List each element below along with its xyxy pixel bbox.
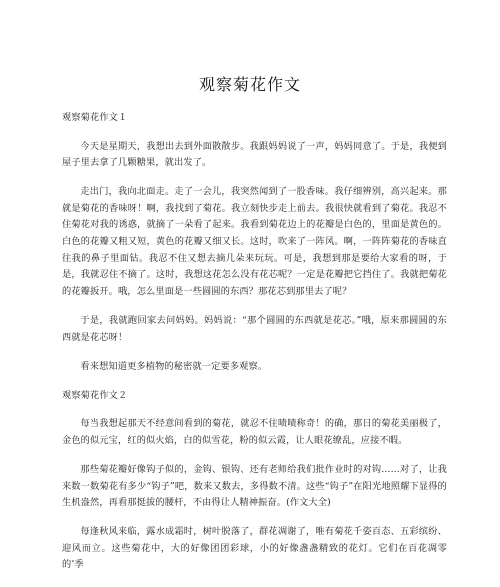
paragraph: 每当我想起那天不经意间看到的菊花，就忍不住啧啧称奇！的确，那日的菊花美丽极了，金色的似元宝，红的似火焰，白的似雪花，粉的似云霞，让人眼花缭乱，应接不暇。: [62, 418, 447, 446]
paragraph: 每逢秋风来临，露水成霜时，树叶脱落了，群花凋谢了，唯有菊花千姿百态、五彩缤纷、迎风而立。这些菊花中，大的好像团团彩球，小的好像盏盏精致的花灯。它们在百花凋零的’季: [62, 526, 447, 571]
paragraph: 今天是星期天，我想出去到外面散散步。我跟妈妈说了一声，妈妈同意了。于是，我便到屋子里去拿了几颗糖果，就出发了。: [62, 140, 447, 169]
paragraph: 看来想知道更多植物的秘密就一定要多观察。: [80, 360, 268, 372]
document-title: 观察菊花作文: [198, 75, 301, 94]
paragraph: 走出门，我向北面走。走了一会儿，我突然闻到了一股香味。我仔细辨别，高兴起来。那就是菊花的香味呀！啊，我找到了菊花。我立刻快步走上前去。我很快就看到了菊花。我忍不住菊花对我的诱惑，就摘了一朵看了起来。我看到菊花边上的花瓣是白色的，里面是黄色的。白色的花瓣又粗又短，黄色的花瓣又细又长。这时，吹来了一阵风。啊，一阵阵菊花的香味直往我的鼻子里面钻。我忍不住又想去摘几朵来玩玩。可是，我想到那是要给大家看的呀，于是，我就忍住不摘了。这时，我想这花怎么没有花芯呢？一定是花瓣把它挡住了。我就把菊花的花瓣扳开。哦，怎么里面是一些圆圆的东西？那花芯到那里去了呢？: [62, 186, 447, 297]
section-heading: 观察菊花作文２: [62, 389, 128, 401]
section-heading: 观察菊花作文１: [62, 112, 128, 123]
paragraph: 于是，我就跑回家去问妈妈。妈妈说：“那个圆圆的东西就是花芯。”哦，原来那圆圆的东西就是花芯呀！: [62, 314, 447, 343]
document-body: [62, 110, 447, 587]
paragraph: 那些菊花瓣好像钩子似的，金钩、银钩、还有老师给我们批作业时的对钩……对了，让我来数一数菊花有多少“钩子”吧，数来又数去，多得数不清。这些“钩子”在阳光地照耀下显得的生机盎然，再看那挺拔的腰杆，不由得让人精神振奋。(作文大全): [62, 464, 447, 509]
